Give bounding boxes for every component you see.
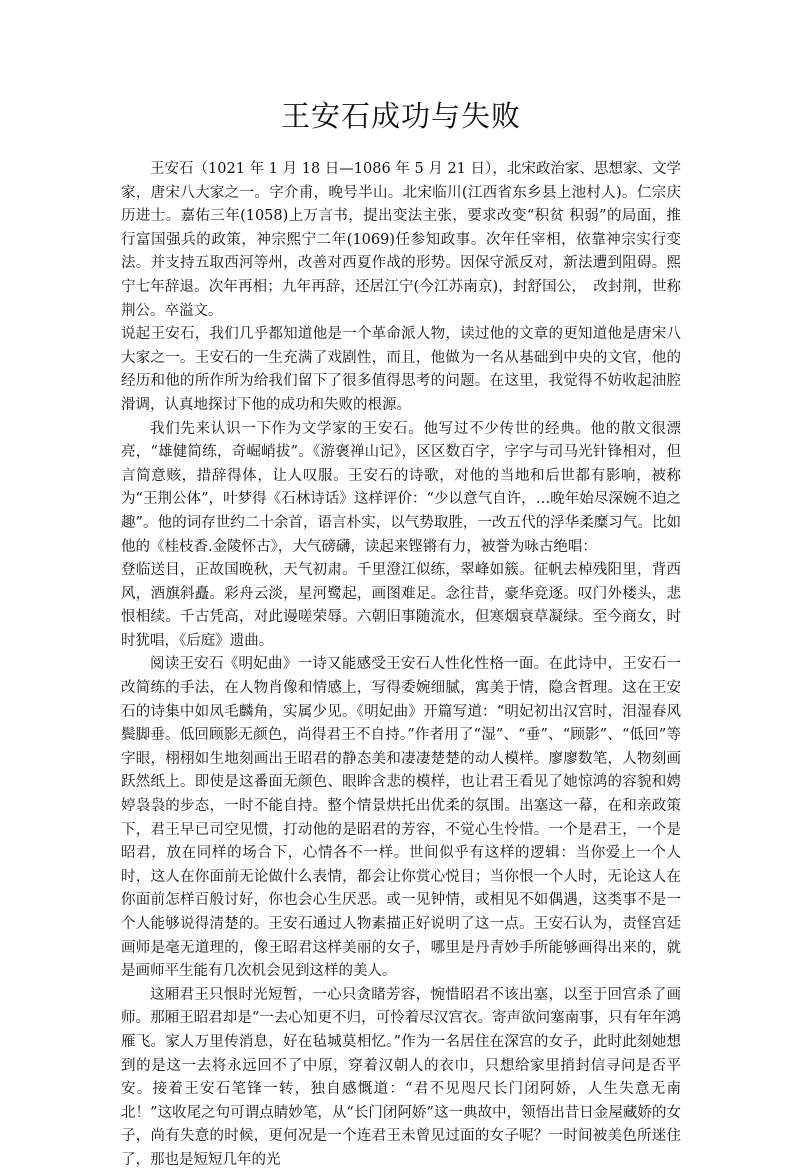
paragraph-introduction: 说起王安石，我们几乎都知道他是一个革命派人物，读过他的文章的更知道他是唐宋八大家之一。王安石的一生充满了戏剧性，而且，他做为一名从基础到中央的文官，他的经历和他的所作所为给我们留下了很多值得思考的问题。在这里，我觉得不妨收起油腔滑调，认真地探讨下他的成功和失败的根源。 (121, 326, 681, 413)
document-body (121, 158, 681, 1173)
paragraph-biography: 王安石（1021 年 1 月 18 日—1086 年 5 月 21 日），北宋政治家、思想家、文学家，唐宋八大家之一。字介甫，晚号半山。北宋临川(江西省东乡县上池村人)。仁宗庆历进士。嘉佑三年(1058)上万言书，提出变法主张，要求改变“积贫 积弱”的局面，推行富国强兵的政策，神宗熙宁二年(1069)任参知政事。次年任宰相，依靠神宗实行变法。并支持五取西河等州，改善对西夏作战的形势。因保守派反对，新法遭到阻碍。熙宁七年辞退。次年再相；九年再辞，还居江宁(今江苏南京)，封舒国公， 改封荆，世称荆公。卒溢文。 (121, 161, 681, 319)
paragraph-wang-zhaojun: 这厢君王只恨时光短暂，一心只贪睹芳容，惋惜昭君不该出塞，以至于回宫杀了画师。那厢王昭君却是“一去心知更不归，可怜着尽汉宫衣。寄声欲问塞南事，只有年年鸿雁飞。家人万里传消息，好在毡城莫相忆。”作为一名居住在深宫的女子，此时此刻她想到的是这一去将永远回不了中原，穿着汉朝人的衣巾，只想给家里捎封信寻问是否平安。接着王安石笔锋一转，独自感慨道：“君不见咫尺长门闭阿娇，人生失意无南北！”这收尾之句可谓点睛妙笔，从“长门闭阿娇”这一典故中，领悟出昔日金屋藏娇的女子，尚有失意的时候，更何况是一个连君王未曾见过面的女子呢？一时间被美色所迷住了，那也是短短几年的光 (121, 986, 681, 1168)
document-title: 王安石成功与失败 (280, 99, 521, 133)
paragraph-literary-works: 我们先来认识一下作为文学家的王安石。他写过不少传世的经典。他的散文很漂亮，“雄健简练，奇崛峭拔”。《游褒禅山记》，区区数百字，字字与司马光针锋相对，但言简意赅，措辞得体，让人叹服。王安石的诗歌，对他的当地和后世都有影响，被称为“王荆公体”，叶梦得《石林诗话》这样评价：“少以意气自许，…晚年始尽深婉不迫之趣”。他的词存世约二十余首，语言朴实，以气势取胜，一改五代的浮华柔糜习气。比如他的《桂枝香.金陵怀古》，大气磅礴，读起来铿锵有力，被誉为咏古绝唱： (121, 420, 681, 555)
paragraph-mingfei-poem: 阅读王安石《明妃曲》一诗又能感受王安石人性化性格一面。在此诗中，王安石一改简练的手法，在人物肖像和情感上，写得委婉细腻，寓美于情，隐含哲理。这在王安石的诗集中如凤毛麟角，实属少见。《明妃曲》开篇写道：“明妃初出汉宫时，泪湿春风鬓脚垂。低回顾影无颜色，尚得君王不自持。”作者用了“湿”、“垂”、“顾影”、“低回”等字眼，栩栩如生地刻画出王昭君的静态美和凄凄楚楚的动人模样。廖廖数笔，人物刻画跃然纸上。即使是这番面无颜色、眼眸含悲的模样，也让君王看见了她惊鸿的容貌和娉婷袅袅的步态，一时不能自持。整个情景烘托出优柔的氛围。出塞这一幕，在和亲政策下，君王早已司空见惯，打动他的是昭君的芳容，不觉心生怜惜。一个是君王，一个是昭君，放在同样的场合下，心情各不一样。世间似乎有这样的逻辑：当你爱上一个人时，这人在你面前无论做什么表情，都会让你赏心悦目；当你恨一个人时，无论这人在你面前怎样百般讨好，你也会心生厌恶。或一见钟情，或相见不如偶遇，这类事不是一个人能够说得清楚的。王安石通过人物素描正好说明了这一点。王安石认为，责怪宫廷画师是毫无道理的，像王昭君这样美丽的女子，哪里是丹青妙手所能够画得出来的，就是画师平生能有几次机会见到这样的美人。 (121, 656, 681, 980)
document-page (121, 96, 681, 1173)
paragraph-poem-quote: 登临送目，正故国晚秋，天气初肃。千里澄江似练，翠峰如簇。征帆去棹残阳里，背西风，酒旗斜矗。彩舟云淡，星河鹭起，画图难足。念往昔，豪华竞逐。叹门外楼头，悲恨相续。千古凭高，对此谩嗟荣辱。六朝旧事随流水，但寒烟衰草凝绿。至今商女，时时犹唱，《后庭》遗曲。 (121, 562, 681, 649)
